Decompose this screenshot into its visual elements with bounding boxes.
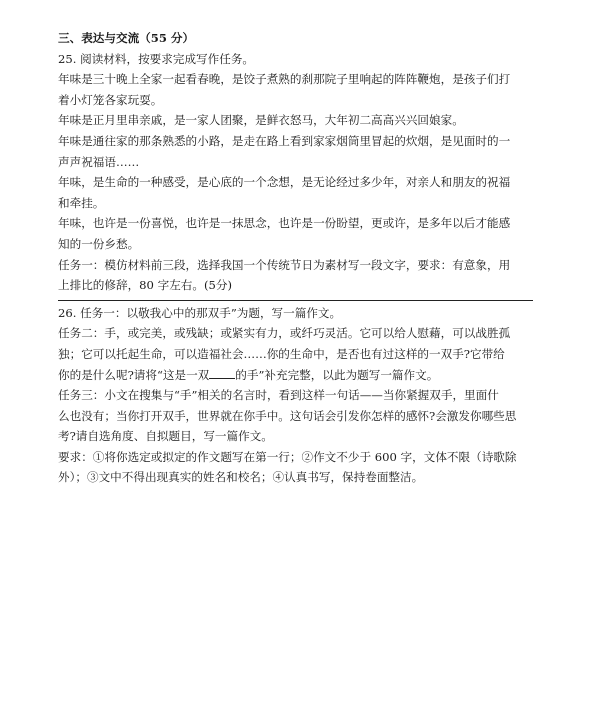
q25-material-line: 和牵挂。 (58, 195, 105, 210)
q26-task-two-line: 任务二：手，或完美，或残缺；或紧实有力，或纤巧灵活。它可以给人慰藉，可以战胜孤 (58, 326, 511, 341)
q26-task-one: 26. 任务一：以敬我心中的那双手”为题，写一篇作文。 (58, 305, 342, 320)
q26-task-three-line: 考?请自选角度、自拟题目，写一篇作文。 (58, 429, 273, 444)
q26-task-two-before-blank: 你的是什么呢?请将“这是一双 (58, 367, 210, 382)
q26-task-two-after-blank: 的手”补充完整，以此为题写一篇作文。 (235, 367, 439, 382)
q25-material-line: 年味，是生命的一种感受，是心底的一个念想，是无论经过多少年，对亲人和朋友的祝福 (58, 175, 511, 190)
q25-material-line: 年味，也许是一份喜悦，也许是一抹思念，也许是一份盼望，更或许，是多年以后才能感 (58, 216, 511, 231)
q26-task-two-line: 独；它可以托起生命，可以造福社会……你的生命中，是否也有过这样的一双手?它带给 (58, 346, 505, 361)
q25-material-line: 年味是正月里串亲戚，是一家人团聚，是鲜衣怒马，大年初二高高兴兴回娘家。 (58, 113, 464, 128)
q25-material-line: 知的一份乡愁。 (58, 236, 140, 251)
q25-material-line: 年味是通往家的那条熟悉的小路，是走在路上看到家家烟筒里冒起的炊烟，是见面时的一 (58, 133, 511, 148)
q26-task-three-line: 么也没有；当你打开双手，世界就在你手中。这句话会引发你怎样的感怀?会激发你哪些思 (58, 408, 517, 423)
q25-material-line: 着小灯笼各家玩耍。 (58, 92, 163, 107)
q25-task-line: 任务一：模仿材料前三段，选择我国一个传统节日为素材写一段文字，要求：有意象，用 (58, 257, 511, 272)
q26-task-two-line (58, 365, 548, 386)
q26-requirements-line: 外）；③文中不得出现真实的姓名和校名；④认真书写，保持卷面整洁。 (58, 470, 424, 485)
fill-in-blank (209, 367, 235, 379)
q26-task-three-line: 任务三：小文在搜集与“手”相关的名言时，看到这样一句话——当你紧握双手，里面什 (58, 388, 499, 403)
q25-prompt: 25. 阅读材料，按要求完成写作任务。 (58, 51, 255, 66)
q26-requirements-line: 要求：①将你选定或拟定的作文题写在第一行；②作文不少于 600 字，文体不限（诗歌除 (58, 449, 517, 464)
section-heading: 三、表达与交流（55 分） (58, 31, 195, 45)
q25-material-line: 声声祝福语…… (58, 154, 140, 169)
exam-page (58, 28, 548, 488)
divider-rule (58, 300, 533, 301)
q25-material-line: 年味是三十晚上全家一起看春晚，是饺子煮熟的刹那院子里响起的阵阵鞭炮，是孩子们打 (58, 72, 511, 87)
q25-task-line: 上排比的修辞，80 字左右。(5分) (58, 278, 232, 293)
